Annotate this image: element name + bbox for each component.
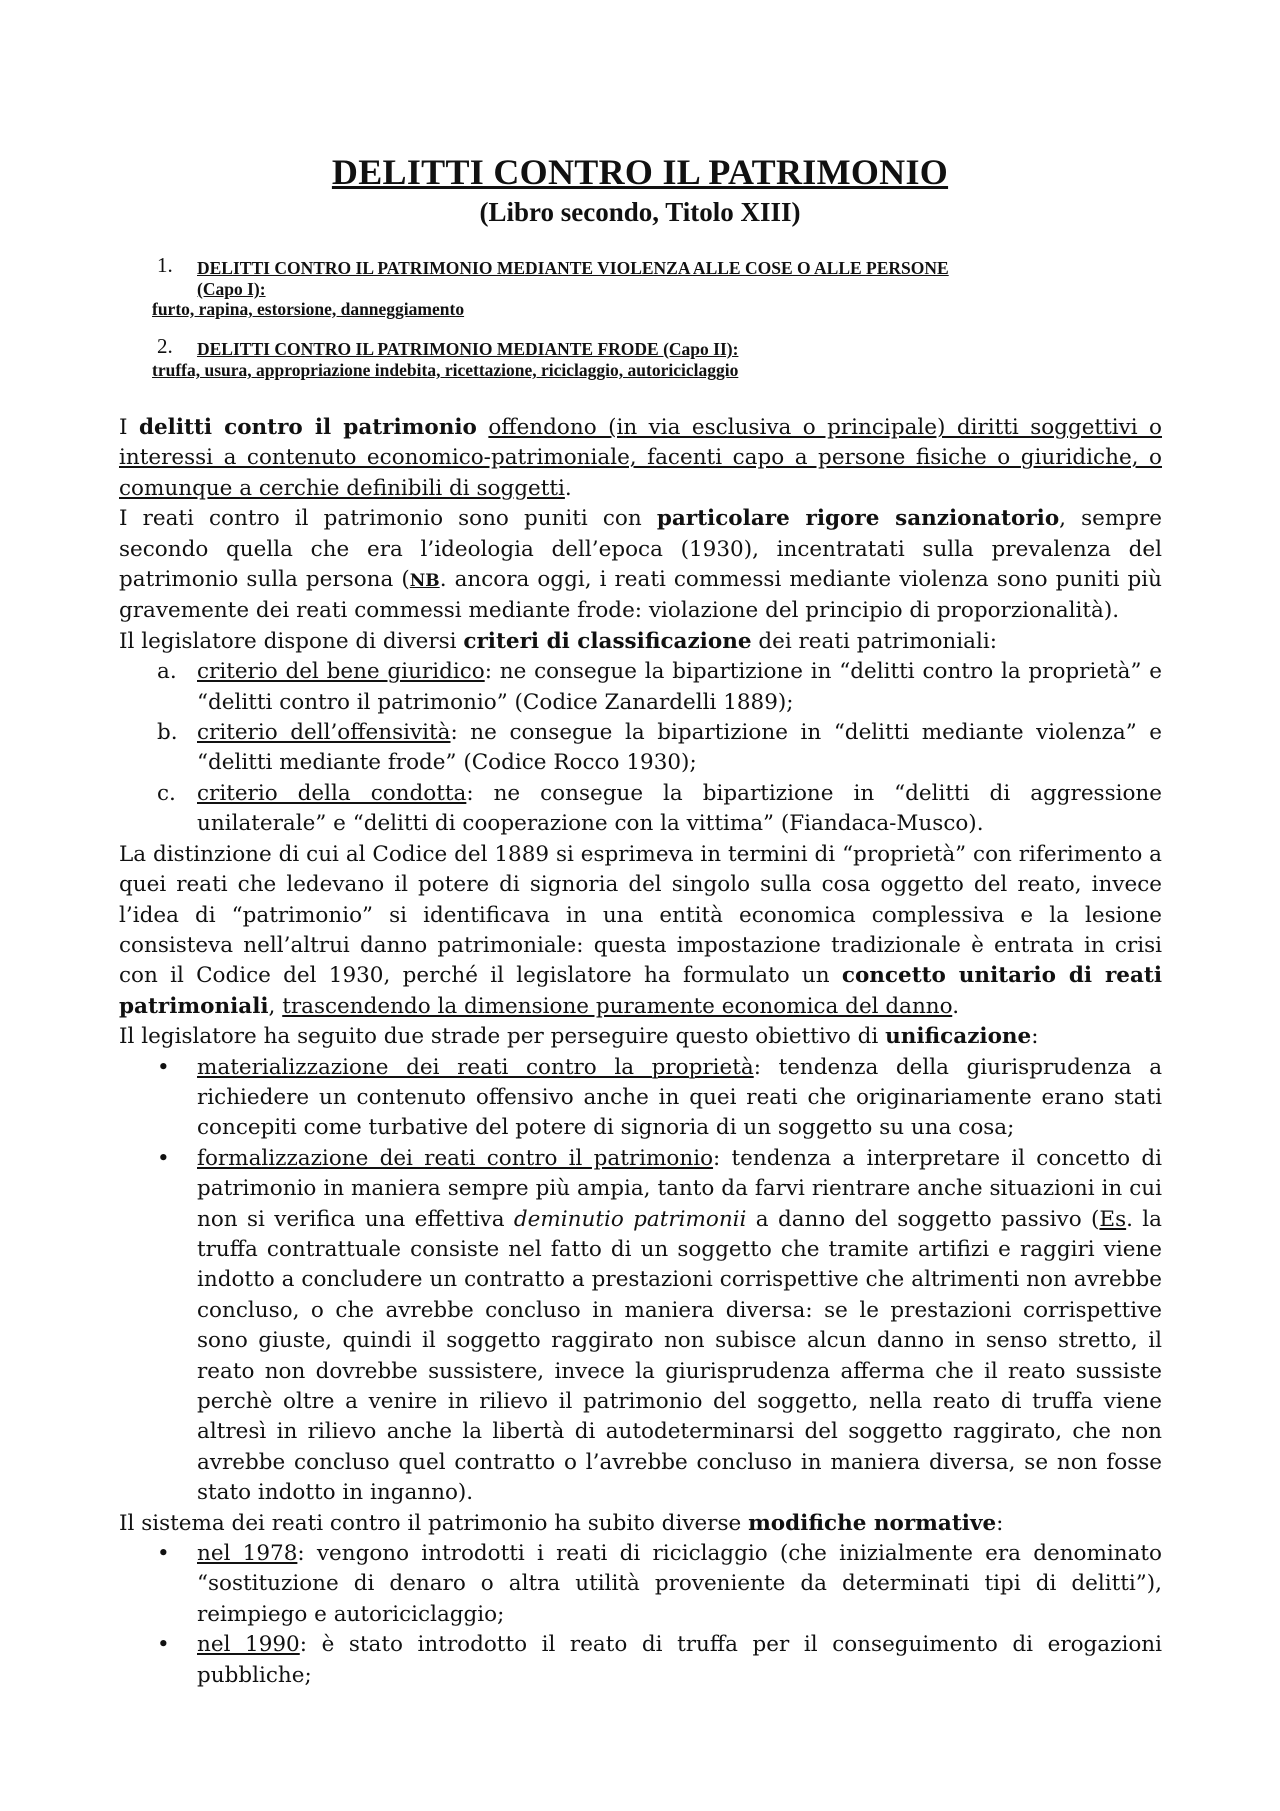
paragraph-sanctions: I reati contro il patrimonio sono puniti con particolare rigore sanzionatorio, sempre secondo quella che era l’ideologia dell’epoca (1930), incentratati sulla prevalenza del patrimonio sulla persona (NB. ancora oggi, i reati commessi mediante violenza sono puniti più gravemente dei reati commessi mediante frode: violazione del principio di proporzionalità). [119,506,1163,624]
list-item: • nel 1990: è stato introdotto il reato di truffa per il conseguimento di erogazioni pubbliche; [157,1632,1162,1688]
list-item: a. criterio del bene giuridico: ne consegue la bipartizione in “delitti contro la proprietà” e “delitti contro il patrimonio” (Codice Zanardelli 1889); [157,659,1163,715]
paragraph-changes-intro: Il sistema dei reati contro il patrimonio ha subito diverse modifiche normative: [119,1510,1004,1536]
index-crimes: truffa, usura, appropriazione indebita, ricettazione, riciclaggio, autoriciclaggio [152,360,739,380]
list-item: • nel 1978: vengono introdotti i reati di riciclaggio (che inizialmente era denominato “sostituzione di denaro o altra utilità proveniente da determinati tipi di delitti”), reimpiego e autoriciclaggio; [157,1541,1162,1627]
index-heading: DELITTI CONTRO IL PATRIMONIO MEDIANTE VIOLENZA ALLE COSE O ALLE PERSONE [197,258,949,278]
page-title: DELITTI CONTRO IL PATRIMONIO [331,152,949,192]
list-item: c. criterio della condotta: ne consegue la bipartizione in “delitti di aggressione unilaterale” e “delitti di cooperazione con la vittima” (Fiandaca-Musco). [157,780,1162,837]
index-heading: DELITTI CONTRO IL PATRIMONIO MEDIANTE FRODE (Capo II): [197,339,739,359]
list-item: • formalizzazione dei reati contro il patrimonio: tendenza a interpretare il concetto di patrimonio in maniera sempre più ampia, tanto da farvi rientrare anche situazioni in cui non si verifica una effettiva deminutio patrimonii a danno del soggetto passivo (Es. la truffa contrattuale consiste nel fatto di un soggetto che tramite artifizi e raggiri viene indotto a concludere un contratto a prestazioni corrispettive che altrimenti non avrebbe concluso, o che avrebbe concluso in maniera diversa: se le prestazioni corrispettive sono giuste, quindi il soggetto raggirato non subisce alcun danno in senso stretto, il reato non dovrebbe sussistere, invece la giurisprudenza afferma che il reato sussiste perchè oltre a venire in rilievo il patrimonio del soggetto, nella reato di truffa viene altresì in rilievo anche la libertà di autodeterminarsi del soggetto raggirato, che non avrebbe concluso quel contratto o l’avrebbe concluso in maniera diversa, se non fosse stato indotto in inganno). [157,1145,1163,1506]
nb-note: NB [409,571,440,592]
index-chapter: (Capo I): [197,279,266,299]
document-body [119,413,1162,1691]
list-item: • materializzazione dei reati contro la proprietà: tendenza della giurisprudenza a richiedere un contenuto offensivo anche in quei reati che originariamente erano stati concepiti come turbative del potere di signoria di un soggetto su una cosa; [157,1054,1163,1141]
page-subtitle: (Libro secondo, Titolo XIII) [479,197,801,227]
paragraph-history: La distinzione di cui al Codice del 1889 si esprimeva in termini di “proprietà” con riferimento a quei reati che ledevano il potere di signoria del singolo sulla cosa oggetto del reato, invece l’idea di “patrimonio” si identificava in una entità economica complessiva e la lesione consisteva nell’altrui danno patrimoniale: questa impostazione tradizionale è entrata in crisi con il Codice del 1930, perché il legislatore ha formulato un concetto unitario di reati patrimoniali, trascendendo la dimensione puramente economica del danno. [119,841,1162,1019]
index-number: 2. [157,334,173,358]
paragraph-definition: I delitti contro il patrimonio offendono (in via esclusiva o principale) diritti soggettivi o interessi a contenuto economico-patrimoniale, facenti capo a persone fisiche o giuridiche, o comunque a cerchie definibili di soggetti. [119,415,1162,501]
index-crimes: furto, rapina, estorsione, danneggiamento [152,299,465,319]
index-number: 1. [157,253,173,277]
paragraph-criteria-intro: Il legislatore dispone di diversi criteri di classificazione dei reati patrimoniali: [119,628,997,654]
list-item: b. criterio dell’offensività: ne consegue la bipartizione in “delitti mediante violenza” e “delitti mediante frode” (Codice Rocco 1930); [157,720,1162,776]
paragraph-unification-intro: Il legislatore ha seguito due strade per perseguire questo obiettivo di unificazione: [119,1024,1039,1050]
